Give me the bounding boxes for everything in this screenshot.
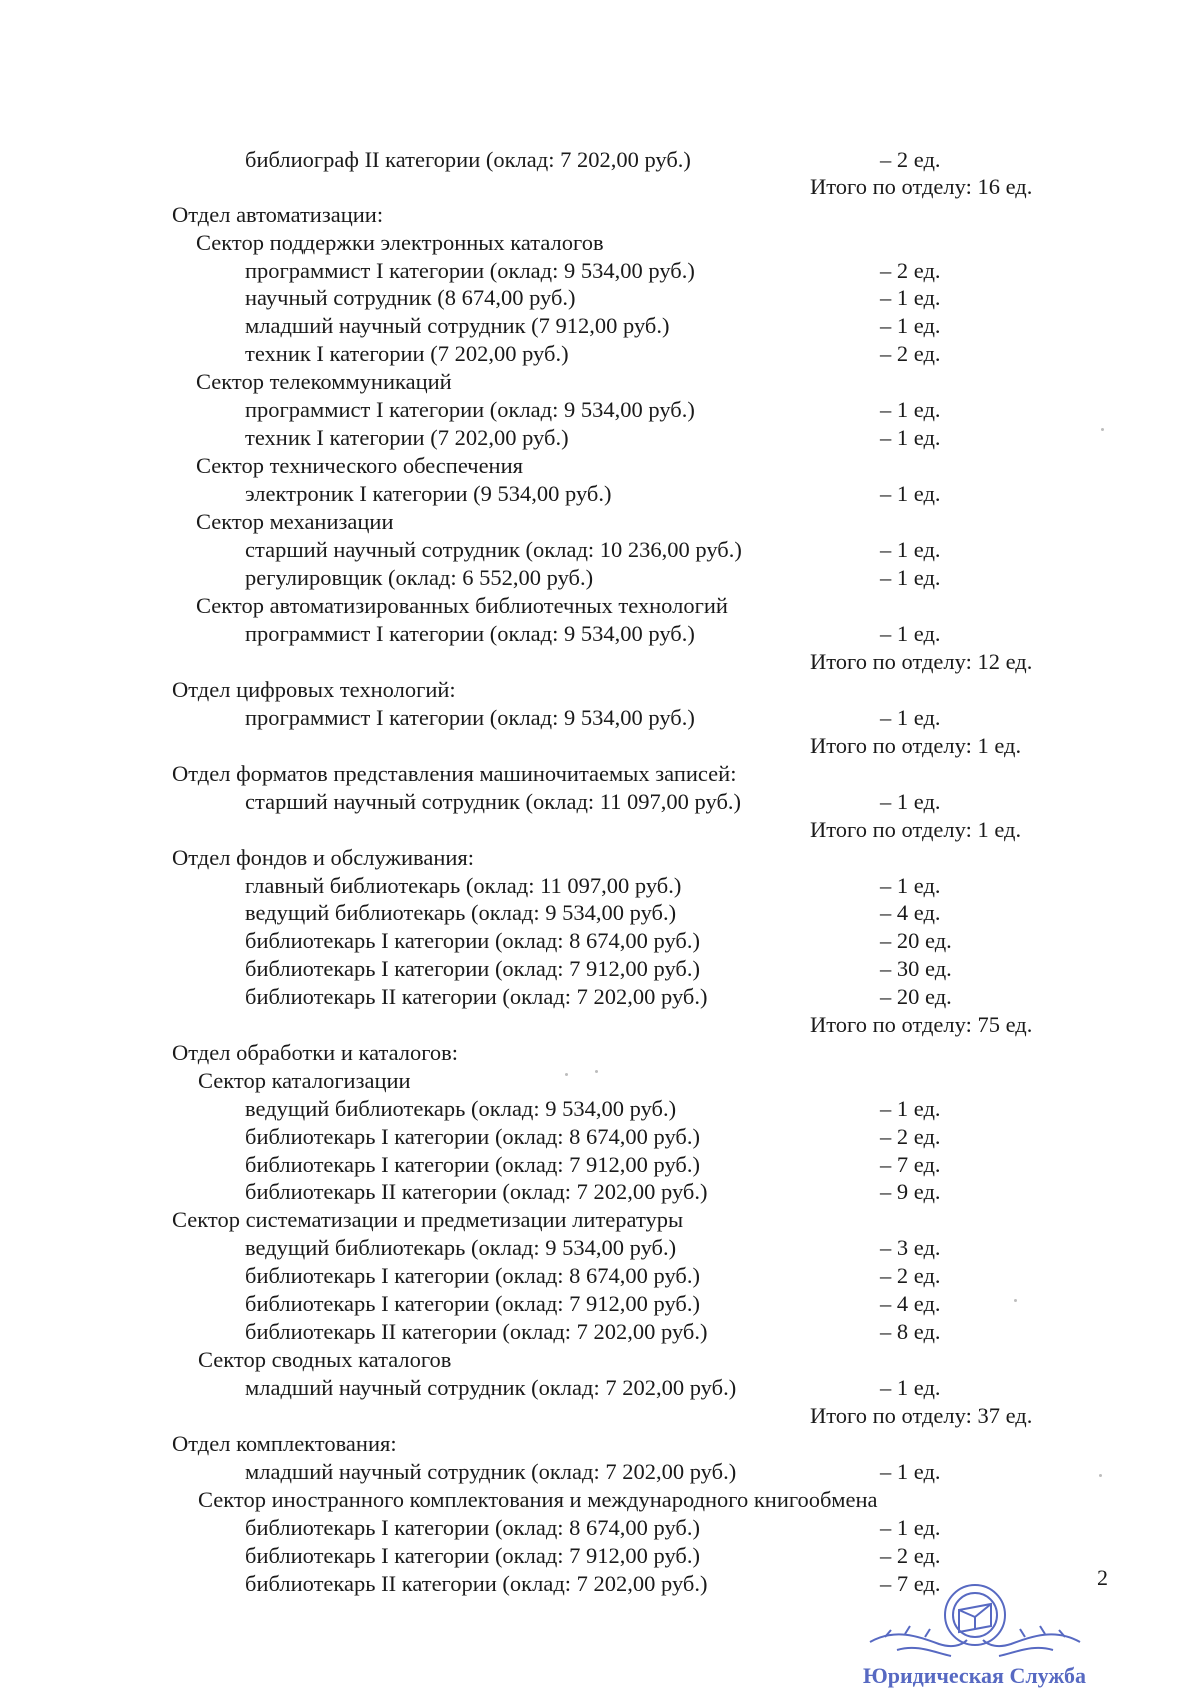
position-quantity: – 1 ед.	[880, 1515, 941, 1540]
legal-service-stamp-icon	[855, 1570, 1095, 1690]
position-quantity: – 1 ед.	[880, 537, 941, 562]
position-quantity: – 30 ед.	[880, 956, 952, 981]
position-title: старший научный сотрудник (оклад: 10 236,00 руб.)	[245, 537, 742, 562]
position-title: электроник I категории (9 534,00 руб.)	[245, 481, 612, 506]
department-total: Итого по отделу: 16 ед.	[810, 174, 1033, 199]
position-title: техник I категории (7 202,00 руб.)	[245, 341, 569, 366]
position-title: библиотекарь I категории (оклад: 8 674,00 руб.)	[245, 1263, 700, 1288]
position-title: программист I категории (оклад: 9 534,00 руб.)	[245, 258, 695, 283]
position-quantity: – 1 ед.	[880, 705, 941, 730]
position-title: программист I категории (оклад: 9 534,00 руб.)	[245, 621, 695, 646]
position-quantity: – 1 ед.	[880, 1096, 941, 1121]
section-heading: Сектор иностранного комплектования и международного книгообмена	[198, 1487, 878, 1512]
section-heading: Сектор автоматизированных библиотечных технологий	[196, 593, 728, 618]
position-title: младший научный сотрудник (оклад: 7 202,00 руб.)	[245, 1375, 737, 1400]
position-title: ведущий библиотекарь (оклад: 9 534,00 руб.)	[245, 1096, 677, 1121]
position-title: младший научный сотрудник (оклад: 7 202,00 руб.)	[245, 1459, 737, 1484]
position-title: ведущий библиотекарь (оклад: 9 534,00 руб.)	[245, 1235, 677, 1260]
department-total: Итого по отделу: 1 ед.	[810, 733, 1022, 758]
department-total: Итого по отделу: 75 ед.	[810, 1012, 1033, 1037]
position-quantity: – 7 ед.	[880, 1571, 941, 1596]
section-heading: Отдел обработки и каталогов:	[172, 1040, 459, 1065]
position-quantity: – 2 ед.	[880, 1124, 941, 1149]
section-heading: Сектор технического обеспечения	[196, 453, 523, 478]
position-quantity: – 20 ед.	[880, 984, 952, 1009]
section-heading: Сектор сводных каталогов	[198, 1347, 452, 1372]
section-heading: Сектор механизации	[196, 509, 394, 534]
section-heading: Отдел фондов и обслуживания:	[172, 845, 475, 870]
position-title: библиотекарь I категории (оклад: 7 912,00 руб.)	[245, 1152, 700, 1177]
position-title: библиотекарь I категории (оклад: 8 674,00 руб.)	[245, 928, 700, 953]
section-heading: Сектор телекоммуникаций	[196, 369, 452, 394]
position-quantity: – 1 ед.	[880, 565, 941, 590]
position-quantity: – 2 ед.	[880, 147, 941, 172]
position-quantity: – 1 ед.	[880, 1375, 941, 1400]
section-heading: Сектор поддержки электронных каталогов	[196, 230, 604, 255]
section-heading: Сектор каталогизации	[198, 1068, 411, 1093]
position-quantity: – 9 ед.	[880, 1179, 941, 1204]
position-quantity: – 4 ед.	[880, 1291, 941, 1316]
section-heading: Сектор систематизации и предметизации литературы	[172, 1207, 684, 1232]
department-total: Итого по отделу: 1 ед.	[810, 817, 1022, 842]
department-total: Итого по отделу: 12 ед.	[810, 649, 1033, 674]
position-quantity: – 8 ед.	[880, 1319, 941, 1344]
position-title: библиотекарь I категории (оклад: 7 912,00 руб.)	[245, 1543, 700, 1568]
section-heading: Отдел автоматизации:	[172, 202, 384, 227]
position-title: младший научный сотрудник (7 912,00 руб.)	[245, 313, 670, 338]
position-quantity: – 2 ед.	[880, 1543, 941, 1568]
position-quantity: – 1 ед.	[880, 621, 941, 646]
position-title: библиотекарь II категории (оклад: 7 202,00 руб.)	[245, 1319, 708, 1344]
position-title: библиотекарь II категории (оклад: 7 202,00 руб.)	[245, 984, 708, 1009]
position-title: библиотекарь II категории (оклад: 7 202,00 руб.)	[245, 1179, 708, 1204]
position-quantity: – 1 ед.	[880, 425, 941, 450]
section-heading: Отдел комплектования:	[172, 1431, 397, 1456]
position-title: библиограф II категории (оклад: 7 202,00 руб.)	[245, 147, 691, 172]
position-title: ведущий библиотекарь (оклад: 9 534,00 руб.)	[245, 900, 677, 925]
position-quantity: – 1 ед.	[880, 285, 941, 310]
position-title: программист I категории (оклад: 9 534,00 руб.)	[245, 397, 695, 422]
position-quantity: – 1 ед.	[880, 481, 941, 506]
section-heading: Отдел форматов представления машиночитаемых записей:	[172, 761, 737, 786]
position-quantity: – 1 ед.	[880, 397, 941, 422]
page-number: 2	[1097, 1565, 1108, 1590]
position-quantity: – 1 ед.	[880, 873, 941, 898]
position-quantity: – 4 ед.	[880, 900, 941, 925]
section-heading: Отдел цифровых технологий:	[172, 677, 456, 702]
position-quantity: – 2 ед.	[880, 258, 941, 283]
svg-text:Юридическая Служба: Юридическая Служба	[863, 1663, 1087, 1688]
position-title: библиотекарь II категории (оклад: 7 202,00 руб.)	[245, 1571, 708, 1596]
position-quantity: – 3 ед.	[880, 1235, 941, 1260]
position-quantity: – 20 ед.	[880, 928, 952, 953]
position-title: техник I категории (7 202,00 руб.)	[245, 425, 569, 450]
position-title: главный библиотекарь (оклад: 11 097,00 руб.)	[245, 873, 682, 898]
position-title: библиотекарь I категории (оклад: 7 912,00 руб.)	[245, 956, 700, 981]
department-total: Итого по отделу: 37 ед.	[810, 1403, 1033, 1428]
position-title: библиотекарь I категории (оклад: 8 674,00 руб.)	[245, 1515, 700, 1540]
position-title: научный сотрудник (8 674,00 руб.)	[245, 285, 576, 310]
position-title: библиотекарь I категории (оклад: 7 912,00 руб.)	[245, 1291, 700, 1316]
position-quantity: – 2 ед.	[880, 341, 941, 366]
position-title: библиотекарь I категории (оклад: 8 674,00 руб.)	[245, 1124, 700, 1149]
position-quantity: – 7 ед.	[880, 1152, 941, 1177]
position-quantity: – 1 ед.	[880, 313, 941, 338]
position-quantity: – 1 ед.	[880, 1459, 941, 1484]
position-title: старший научный сотрудник (оклад: 11 097,00 руб.)	[245, 789, 742, 814]
position-title: программист I категории (оклад: 9 534,00 руб.)	[245, 705, 695, 730]
position-title: регулировщик (оклад: 6 552,00 руб.)	[245, 565, 594, 590]
position-quantity: – 1 ед.	[880, 789, 941, 814]
position-quantity: – 2 ед.	[880, 1263, 941, 1288]
